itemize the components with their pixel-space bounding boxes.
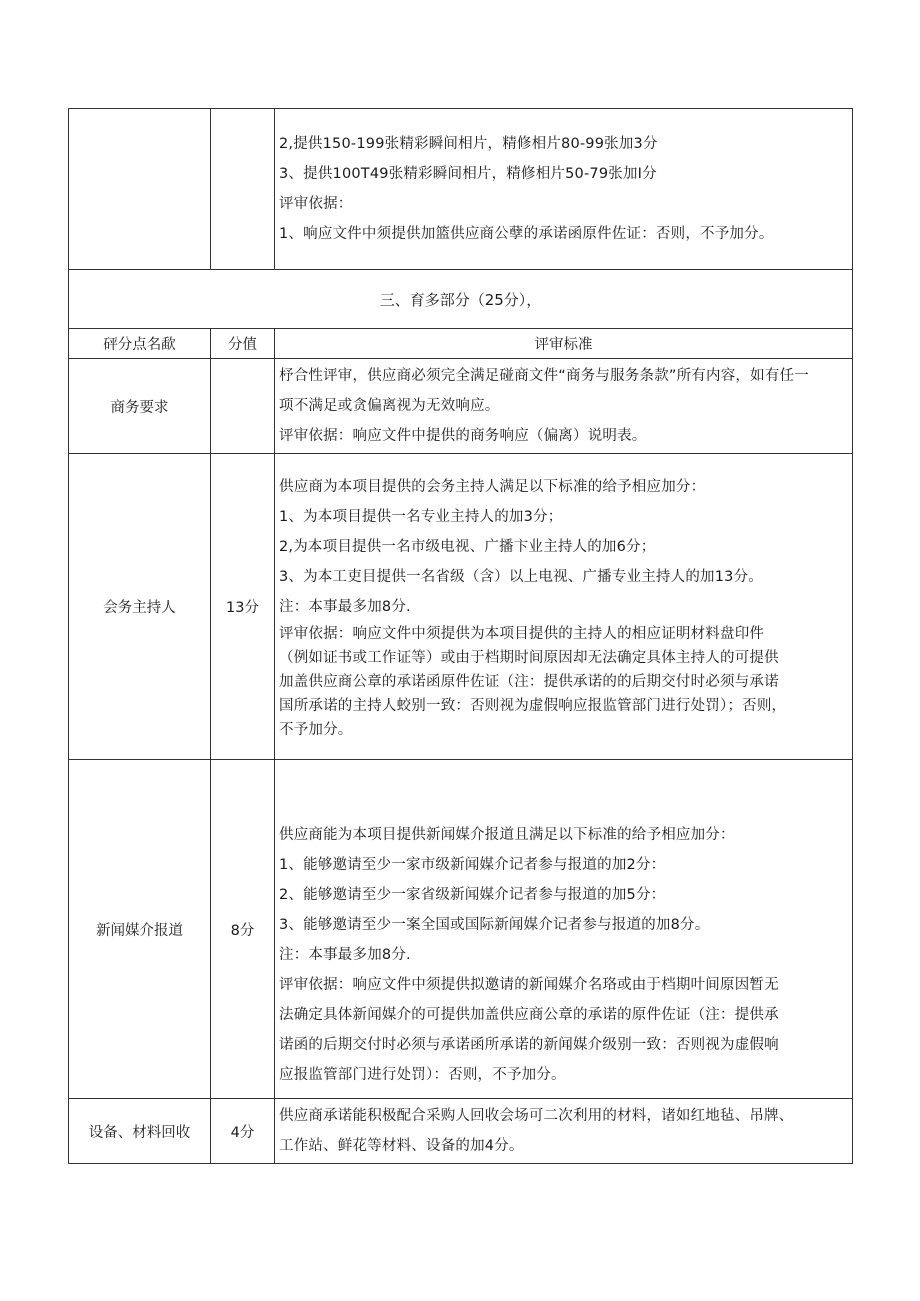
criteria-line: 3、能够邀请至少一案全国或国际新闻媒介记者参与报道的加8分。 <box>279 917 710 933</box>
header-name: 砰分点名歃 <box>69 329 211 359</box>
row-score: 13分 <box>211 454 275 760</box>
criteria-line: 注：本事最多加8分. <box>279 947 411 963</box>
criteria-line: 供应商能为本项目提供新闻媒介报道且满足以下标准的给予相应加分： <box>279 827 735 843</box>
header-criteria: 评审标准 <box>275 329 853 359</box>
criteria-line: 1、能够邀请至少一家市级新闻媒介记者参与报道的加2分： <box>279 857 666 873</box>
criteria-line: 1、响应文件中须提供加篮供应商公孽的承诺函原件佐证：否则，不予加分。 <box>279 226 774 242</box>
section-title-row <box>69 270 853 329</box>
criteria-line: 项不满足或贪偏离视为无效响应。 <box>279 398 500 414</box>
criteria-line: 1、为本项目提供一名专业主持人的加3分； <box>279 508 563 525</box>
criteria-note-line: 不予加分。 <box>279 721 353 738</box>
criteria-line: 2、能够邀请至少一家省级新闻媒介记者参与报道的加5分： <box>279 887 666 903</box>
row-name: 商务要求 <box>69 359 211 454</box>
criteria-line: 3、为本工吏目提供一名省级（含）以上电视、广播专业主持人的加13分。 <box>279 568 763 585</box>
row-criteria <box>275 359 853 454</box>
table-row-host <box>69 454 853 760</box>
row-score: 8分 <box>211 760 275 1099</box>
continued-name-cell <box>69 109 211 270</box>
continued-score-cell <box>211 109 275 270</box>
criteria-line: 2,提供150-199张精彩瞬间相片，精修相片80-99张加3分 <box>279 136 658 152</box>
criteria-line: 供应商承诺能积极配合采购人回收会场可二次利用的材料，诸如红地毡、吊牌、 <box>279 1108 794 1124</box>
table-header-row <box>69 329 853 359</box>
table-row-media-coverage <box>69 760 853 1099</box>
row-criteria <box>275 454 853 760</box>
row-score <box>211 359 275 454</box>
header-score: 分值 <box>211 329 275 359</box>
scoring-table <box>68 108 853 1164</box>
row-name: 会务主持人 <box>69 454 211 760</box>
criteria-line: 评审依据：响应文件中提供的商务响应（偏离）说明表。 <box>279 428 647 444</box>
row-name: 设备、材料回收 <box>69 1099 211 1164</box>
criteria-note-line: 评审依据：响应文件中须提供为本项目提供的主持人的相应证明材料盘印件 <box>279 625 765 642</box>
criteria-line: 2,为本项目提供一名市级电视、广播卞业主持人的加6分； <box>279 538 656 555</box>
criteria-note-line: 国所承诺的主持人蛟别一致：否则视为虚假响应报监管部门进行处罚）；否则， <box>279 697 787 714</box>
criteria-line: 供应商为本项目提供的会务主持人满足以下标准的给予相应加分： <box>279 478 706 495</box>
criteria-line: 法确定具体新闻媒介的可提供加盖供应商公章的承诺的原件佐证（注：提供承 <box>279 1007 779 1023</box>
criteria-line: 应报监管部门进行处罚）：否则，不予加分。 <box>279 1067 566 1083</box>
section-title: 三、育多部分（25分）， <box>69 270 853 329</box>
table-row-business-requirements <box>69 359 853 454</box>
row-score: 4分 <box>211 1099 275 1164</box>
criteria-line: 评审依据：响应文件中须提供拟邀请的新闻媒介名珞或由于档期叶间原因暂无 <box>279 977 779 993</box>
row-criteria <box>275 1099 853 1164</box>
criteria-note-line: 加盖供应商公章的承诺函原件佐证（注：提供承诺的的后期交付时必须与承诺 <box>279 673 779 690</box>
criteria-line: 评审依据： <box>279 196 353 212</box>
criteria-line: 注：本事最多加8分. <box>279 598 411 615</box>
criteria-note-line: （例如证书或工作证等）或由于档期时间原因却无法确定具体主持人的可提供 <box>279 649 779 666</box>
criteria-line: 3、提供100T49张精彩瞬间相片，精修相片50-79张加I分 <box>279 166 657 182</box>
row-criteria <box>275 760 853 1099</box>
table-row-equipment-recycling <box>69 1099 853 1164</box>
criteria-line: 工作站、鲜花等材料、设备的加4分。 <box>279 1138 524 1154</box>
continued-criteria-cell <box>275 109 853 270</box>
row-name: 新闻媒介报道 <box>69 760 211 1099</box>
continued-row <box>69 109 853 270</box>
criteria-line: 诺函的后期交付时必须与承诺函所承诺的新闻媒介级别一致：否则视为虚假响 <box>279 1037 779 1053</box>
criteria-line: 杼合性评审，供应商必须完全满足碰商文件“商务与服务条款”所有内容，如有任一 <box>279 368 809 384</box>
